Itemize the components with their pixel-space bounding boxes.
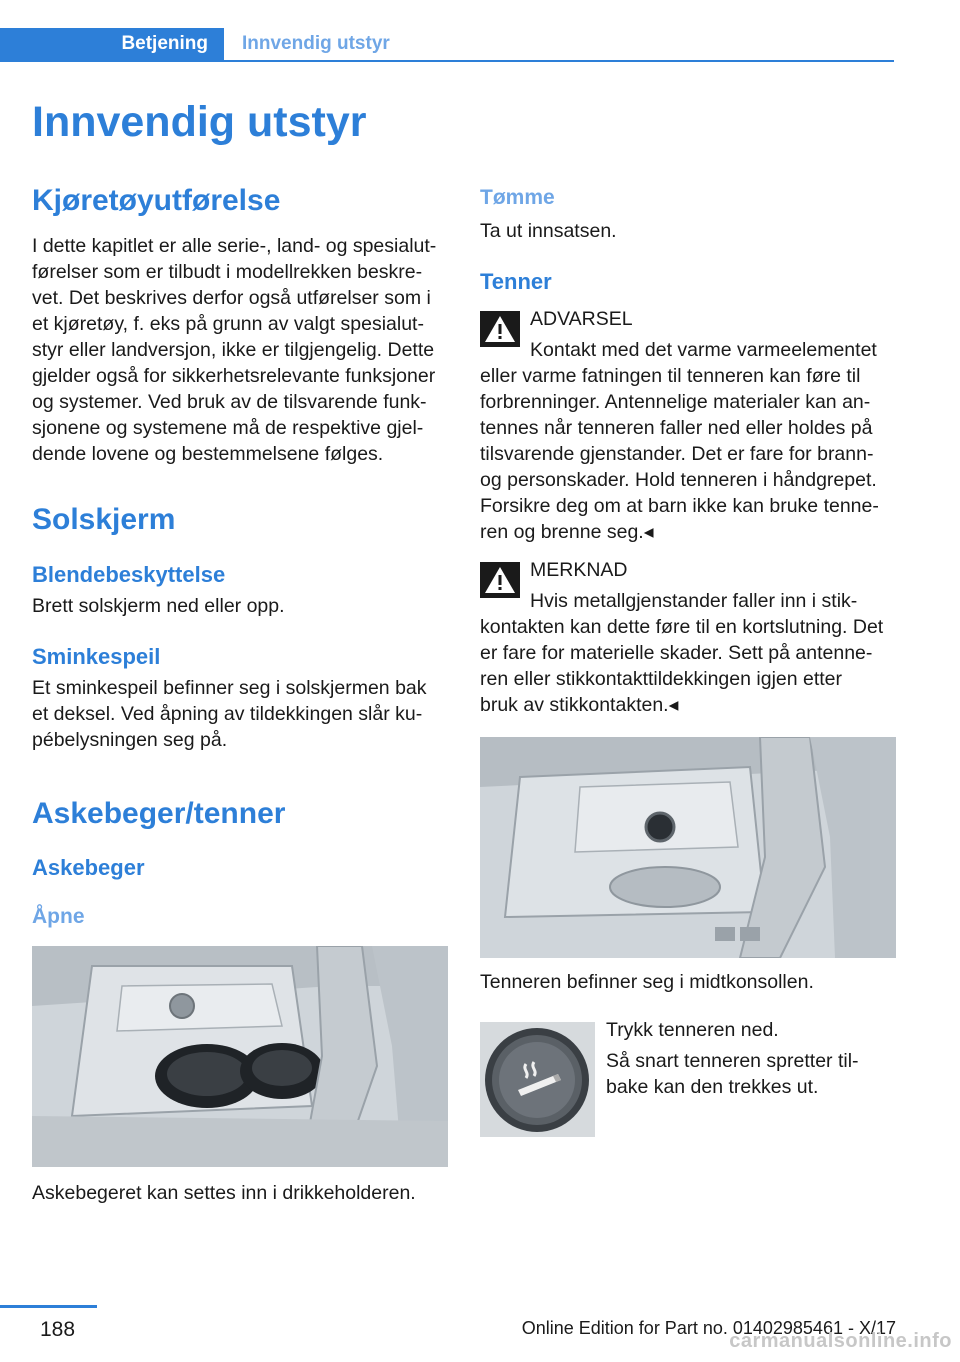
- warning1-label: [530, 306, 633, 332]
- text-line: sjonene og systemene må de respektive gjel‐: [32, 417, 424, 439]
- text-line: Hvis metallgjenstander faller inn i stik‐: [530, 590, 858, 612]
- lighter-location-photo: [480, 737, 896, 958]
- text-line: og personskader. Hold tenneren i håndgrepet.: [480, 469, 877, 491]
- page-number: 188: [40, 1318, 76, 1341]
- text-line: et deksel. Ved åpning av tildekkingen slår ku‐: [32, 703, 423, 725]
- warning2-label: [530, 557, 628, 583]
- lighter-location-caption: [480, 969, 814, 995]
- text-line: Ta ut innsatsen.: [480, 220, 617, 242]
- ashtray-illustration: [32, 946, 448, 1167]
- text-line: Forsikre deg om at barn ikke kan bruke tenne‐: [480, 495, 879, 517]
- subsection-title-vanity-mirror: Sminkespeil: [32, 644, 161, 669]
- text-line: Tenneren befinner seg i midtkonsollen.: [480, 971, 814, 993]
- text-line: er fare for materielle skader. Sett på antenne‐: [480, 642, 873, 664]
- text-line: tennes når tenneren faller ned eller holdes på: [480, 417, 873, 439]
- page-title: Innvendig utstyr: [32, 98, 367, 146]
- text-line: Trykk tenneren ned.: [606, 1019, 779, 1041]
- warning2-text: [480, 614, 883, 718]
- subsection-title-glare-protection: Blendebeskyttelse: [32, 562, 226, 587]
- ashtray-caption: [32, 1180, 416, 1206]
- tab-innvendig-utstyr[interactable]: Innvendig utstyr: [242, 33, 390, 54]
- ashtray-photo: [32, 946, 448, 1167]
- text-line: førelser som er tilbudt i modellrekken beskre‐: [32, 261, 423, 283]
- edition-text: Online Edition for Part no. 01402985461 - X/17: [521, 1318, 896, 1338]
- lighter-step-1: [606, 1017, 779, 1043]
- warning1-first-line: [530, 337, 877, 363]
- text-line: gjelder også for sikkerhetsrelevante funksjoner: [32, 365, 436, 387]
- text-line: bake kan den trekkes ut.: [606, 1076, 819, 1098]
- header-tabs: [0, 28, 894, 62]
- text-line: forbrenninger. Antennelige materialer kan an‐: [480, 391, 871, 413]
- warning-triangle-icon: [480, 311, 520, 347]
- lighter-step-2: [606, 1048, 859, 1100]
- text-line: og systemer. Ved bruk av de tilsvarende funk‐: [32, 391, 427, 413]
- glare-protection-text: [32, 593, 285, 619]
- tab-betjening[interactable]: Betjening: [0, 28, 224, 62]
- text-line: pébelysningen seg på.: [32, 729, 228, 751]
- section-title-vehicle-version: Kjøretøyutførelse: [32, 184, 281, 217]
- text-line: kontakten kan dette føre til en kortslutning. Det: [480, 616, 884, 638]
- text-line: ren eller stikkontakttildekkingen igjen etter: [480, 668, 843, 690]
- text-line: Kontakt med det varme varmeelementet: [530, 339, 877, 361]
- text-line: Så snart tenneren spretter til‐: [606, 1050, 859, 1072]
- text-line: tilsvarende gjenstander. Det er fare for brann‐: [480, 443, 874, 465]
- watermark: carmanualsonline.info: [729, 1330, 952, 1352]
- text-line: Brett solskjerm ned eller opp.: [32, 595, 285, 617]
- subsection-title-lighter: Tenner: [480, 269, 552, 294]
- subsection-title-ashtray: Askebeger: [32, 855, 145, 880]
- text-line: ADVARSEL: [530, 308, 633, 330]
- section-title-sun-visor: Solskjerm: [32, 503, 176, 536]
- subsection-title-empty: Tømme: [480, 186, 555, 209]
- text-line: et kjøretøy, f. eks på grunn av valgt spesialut‐: [32, 313, 424, 335]
- text-line: MERKNAD: [530, 559, 628, 581]
- warning1-text: [480, 363, 879, 545]
- text-line: styr eller landversjon, ikke er tilgjengelig. Dette: [32, 339, 435, 361]
- text-line: Askebegeret kan settes inn i drikkeholderen.: [32, 1182, 416, 1204]
- empty-text: [480, 218, 617, 244]
- warning2-first-line: [530, 588, 857, 614]
- footer-divider: [0, 1305, 97, 1308]
- section-vehicle-version-text: [32, 233, 436, 467]
- warning-triangle-icon: [480, 562, 520, 598]
- text-line: I dette kapitlet er alle serie-, land- og spesialut‐: [32, 235, 437, 257]
- text-line: Et sminkespeil befinner seg i solskjermen bak: [32, 677, 427, 699]
- subsection-title-open: Åpne: [32, 905, 85, 928]
- section-title-ashtray-lighter: Askebeger/tenner: [32, 797, 286, 830]
- text-line: vet. Det beskrives derfor også utførelser som i: [32, 287, 431, 309]
- text-line: bruk av stikkontakten.◂: [480, 694, 679, 716]
- text-line: eller varme fatningen til tenneren kan føre til: [480, 365, 861, 387]
- text-line: dende lovene og bestemmelsene følges.: [32, 443, 384, 465]
- center-console-illustration: [480, 737, 896, 958]
- vanity-mirror-text: [32, 675, 427, 753]
- text-line: ren og brenne seg.◂: [480, 521, 654, 543]
- lighter-button-photo: [480, 1022, 595, 1137]
- cigarette-lighter-icon: [480, 1022, 595, 1137]
